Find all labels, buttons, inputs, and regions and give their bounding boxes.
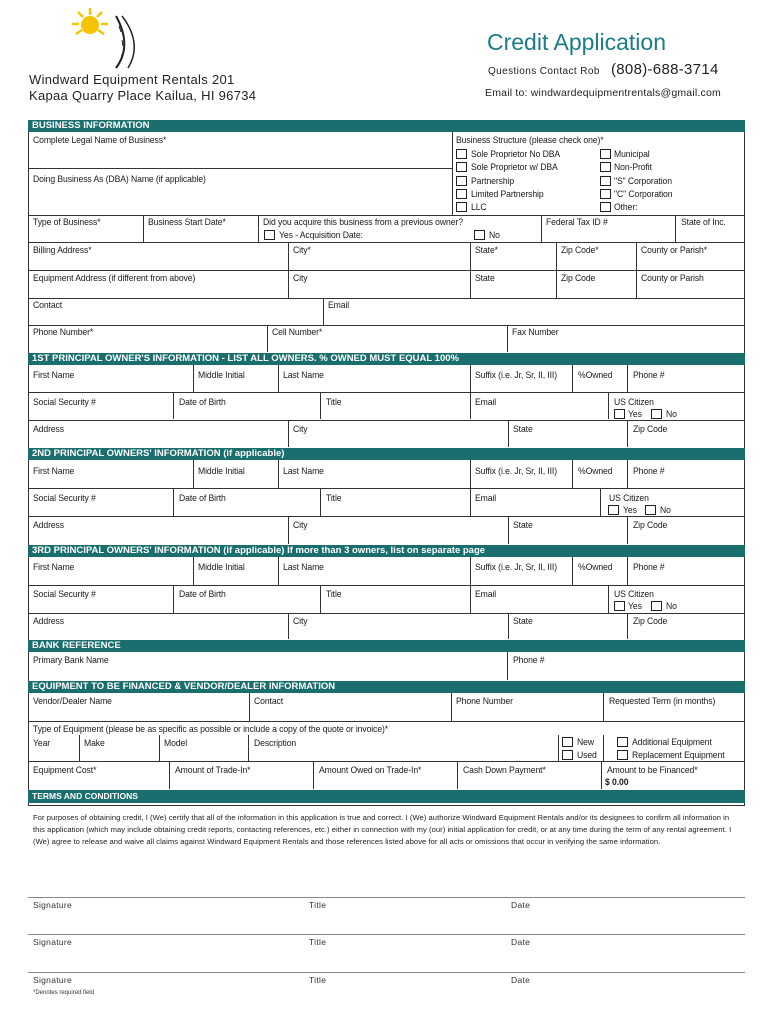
- owner1-phone[interactable]: Phone #: [633, 369, 665, 380]
- billing-address-field[interactable]: Billing Address*: [33, 244, 92, 255]
- checkbox-acquire-yes[interactable]: [264, 230, 275, 240]
- owner3-suffix[interactable]: Suffix (i.e. Jr, Sr, II, III): [475, 561, 558, 572]
- owner3-email[interactable]: Email: [475, 588, 497, 599]
- owner1-last-name[interactable]: Last Name: [283, 369, 324, 380]
- section-bank-heading: BANK REFERENCE: [28, 640, 745, 652]
- acquire-yes-label: Yes - Acquisition Date:: [279, 229, 363, 240]
- vendor-name-field[interactable]: Vendor/Dealer Name: [33, 695, 112, 706]
- company-address: Kapaa Quarry Place Kailua, HI 96734: [29, 88, 257, 103]
- company-logo: [56, 4, 146, 70]
- section-owner3-heading: 3RD PRINCIPAL OWNERS' INFORMATION (if applicable) If more than 3 owners, list on separate page: [28, 545, 745, 557]
- signature-3-label[interactable]: Signature: [33, 975, 73, 985]
- billing-city-field[interactable]: City*: [293, 244, 311, 255]
- owner2-phone[interactable]: Phone #: [633, 465, 665, 476]
- legal-name-field[interactable]: Complete Legal Name of Business*: [33, 134, 167, 145]
- title-2-label[interactable]: Title: [309, 937, 327, 947]
- contact-phone: (808)-688-3714: [611, 61, 719, 78]
- amount-financed-label: Amount to be Financed*: [607, 764, 698, 775]
- owner1-citizen-no-checkbox[interactable]: [651, 409, 662, 419]
- owner2-city[interactable]: City: [293, 519, 308, 530]
- replacement-equipment-label: Replacement Equipment: [632, 749, 725, 760]
- option-label: Other:: [614, 201, 638, 212]
- checkbox-municipal[interactable]: [600, 149, 611, 159]
- type-of-business-field[interactable]: Type of Business*: [33, 216, 101, 227]
- owner1-first-name[interactable]: First Name: [33, 369, 75, 380]
- title-1-label[interactable]: Title: [309, 900, 327, 910]
- signature-1-label[interactable]: Signature: [33, 900, 73, 910]
- title-3-label[interactable]: Title: [309, 975, 327, 985]
- owner3-first-name[interactable]: First Name: [33, 561, 75, 572]
- owner3-citizen-yes-checkbox[interactable]: [614, 601, 625, 611]
- option-label: Municipal: [614, 148, 650, 159]
- new-label: New: [577, 736, 594, 747]
- federal-tax-id-field[interactable]: Federal Tax ID #: [546, 216, 608, 227]
- owner3-city[interactable]: City: [293, 615, 308, 626]
- checkbox-limited-partnership[interactable]: [456, 189, 467, 199]
- dba-field[interactable]: Doing Business As (DBA) Name (if applicable): [33, 173, 206, 184]
- owner2-middle-initial[interactable]: Middle Initial: [198, 465, 245, 476]
- owner1-email[interactable]: Email: [475, 396, 497, 407]
- section-terms-heading: TERMS AND CONDITIONS: [28, 790, 745, 803]
- owner2-title[interactable]: Title: [326, 492, 342, 503]
- owner2-dob[interactable]: Date of Birth: [179, 492, 226, 503]
- business-email-field[interactable]: Email: [328, 299, 350, 310]
- equipment-cost-field[interactable]: Equipment Cost*: [33, 764, 97, 775]
- equipment-address-field[interactable]: Equipment Address (if different from above): [33, 272, 196, 283]
- state-of-inc-field[interactable]: State of Inc.: [681, 216, 726, 227]
- yes-label: Yes: [628, 408, 642, 419]
- bank-phone-field[interactable]: Phone #: [513, 654, 545, 665]
- equipment-model-field[interactable]: Model: [164, 737, 188, 748]
- equipment-state-field[interactable]: State: [475, 272, 495, 283]
- company-name: Windward Equipment Rentals 201: [29, 72, 235, 87]
- yes-label: Yes: [628, 600, 642, 611]
- owner1-state[interactable]: State: [513, 423, 533, 434]
- questions-label: Questions Contact Rob: [488, 66, 600, 77]
- owner3-state[interactable]: State: [513, 615, 533, 626]
- used-label: Used: [577, 749, 597, 760]
- date-2-label[interactable]: Date: [511, 937, 531, 947]
- acquire-question: Did you acquire this business from a previous owner?: [263, 216, 463, 227]
- option-label: Non-Profit: [614, 161, 652, 172]
- owner3-middle-initial[interactable]: Middle Initial: [198, 561, 245, 572]
- option-label: Sole Proprietor w/ DBA: [471, 161, 558, 172]
- option-label: "S" Corporation: [614, 175, 672, 186]
- owner1-address[interactable]: Address: [33, 423, 65, 434]
- contact-email: Email to: windwardequipmentrentals@gmail.com: [485, 87, 721, 99]
- equipment-year-field[interactable]: Year: [33, 737, 51, 748]
- primary-bank-name-field[interactable]: Primary Bank Name: [33, 654, 109, 665]
- owner2-address[interactable]: Address: [33, 519, 65, 530]
- equipment-description-field[interactable]: Description: [254, 737, 297, 748]
- business-start-date-field[interactable]: Business Start Date*: [148, 216, 226, 227]
- owner2-ssn[interactable]: Social Security #: [33, 492, 96, 503]
- replacement-equipment-checkbox[interactable]: [617, 750, 628, 760]
- signature-2-label[interactable]: Signature: [33, 937, 73, 947]
- owner2-suffix[interactable]: Suffix (i.e. Jr, Sr, II, III): [475, 465, 558, 476]
- contact-field[interactable]: Contact: [33, 299, 63, 310]
- additional-equipment-checkbox[interactable]: [617, 737, 628, 747]
- checkbox-sole-prop-dba[interactable]: [456, 162, 467, 172]
- no-label: No: [660, 504, 671, 515]
- owner2-last-name[interactable]: Last Name: [283, 465, 324, 476]
- owner3-citizen-no-checkbox[interactable]: [651, 601, 662, 611]
- checkbox-c-corp[interactable]: [600, 189, 611, 199]
- option-label: Limited Partnership: [471, 188, 544, 199]
- owner1-zip[interactable]: Zip Code: [633, 423, 668, 434]
- option-label: Partnership: [471, 175, 515, 186]
- billing-zip-field[interactable]: Zip Code*: [561, 244, 599, 255]
- owner1-citizen-yes-checkbox[interactable]: [614, 409, 625, 419]
- equipment-type-label: Type of Equipment (please be as specific as possible or include a copy of the quote or invoice)*: [33, 723, 389, 734]
- owner2-citizen-no-checkbox[interactable]: [645, 505, 656, 515]
- vendor-phone-field[interactable]: Phone Number: [456, 695, 513, 706]
- owner3-ssn[interactable]: Social Security #: [33, 588, 96, 599]
- trade-in-amount-field[interactable]: Amount of Trade-In*: [175, 764, 251, 775]
- owner3-phone[interactable]: Phone #: [633, 561, 665, 572]
- owner3-citizen-label: US Citizen: [614, 588, 654, 599]
- owner2-state[interactable]: State: [513, 519, 533, 530]
- owner3-title[interactable]: Title: [326, 588, 342, 599]
- owner1-middle-initial[interactable]: Middle Initial: [198, 369, 245, 380]
- owner1-title[interactable]: Title: [326, 396, 342, 407]
- cash-down-field[interactable]: Cash Down Payment*: [463, 764, 546, 775]
- date-3-label[interactable]: Date: [511, 975, 531, 985]
- owner2-first-name[interactable]: First Name: [33, 465, 75, 476]
- new-checkbox[interactable]: [562, 737, 573, 747]
- owner1-citizen-label: US Citizen: [614, 396, 654, 407]
- option-label: LLC: [471, 201, 487, 212]
- owner1-ssn[interactable]: Social Security #: [33, 396, 96, 407]
- owner3-zip[interactable]: Zip Code: [633, 615, 668, 626]
- no-label: No: [666, 408, 677, 419]
- checkbox-non-profit[interactable]: [600, 162, 611, 172]
- no-label: No: [666, 600, 677, 611]
- equipment-city-field[interactable]: City: [293, 272, 308, 283]
- amount-financed-value[interactable]: $ 0.00: [605, 776, 629, 787]
- amount-owed-field[interactable]: Amount Owed on Trade-In*: [319, 764, 422, 775]
- form-title: Credit Application: [487, 29, 666, 55]
- yes-label: Yes: [623, 504, 637, 515]
- billing-county-field[interactable]: County or Parish*: [641, 244, 708, 255]
- owner3-dob[interactable]: Date of Birth: [179, 588, 226, 599]
- date-1-label[interactable]: Date: [511, 900, 531, 910]
- cell-number-field[interactable]: Cell Number*: [272, 326, 323, 337]
- checkbox-other[interactable]: [600, 202, 611, 212]
- vendor-contact-field[interactable]: Contact: [254, 695, 284, 706]
- owner1-suffix[interactable]: Suffix (i.e. Jr, Sr, II, III): [475, 369, 558, 380]
- owner1-percent-owned[interactable]: %Owned: [578, 369, 613, 380]
- section-equipment-heading: EQUIPMENT TO BE FINANCED & VENDOR/DEALER INFORMATION: [28, 681, 745, 693]
- option-label: Sole Proprietor No DBA: [471, 148, 561, 159]
- requested-term-field[interactable]: Requested Term (in months): [609, 695, 716, 706]
- checkbox-acquire-no[interactable]: [474, 230, 485, 240]
- billing-state-field[interactable]: State*: [475, 244, 498, 255]
- checkbox-sole-prop-no-dba[interactable]: [456, 149, 467, 159]
- required-footnote: *Denotes required field: [33, 990, 95, 996]
- section-owner1-heading: 1ST PRINCIPAL OWNER'S INFORMATION - LIST ALL OWNERS. % OWNED MUST EQUAL 100%: [28, 353, 745, 365]
- owner2-email[interactable]: Email: [475, 492, 497, 503]
- equipment-county-field[interactable]: County or Parish: [641, 272, 704, 283]
- owner1-dob[interactable]: Date of Birth: [179, 396, 226, 407]
- checkbox-llc[interactable]: [456, 202, 467, 212]
- acquire-no-label: No: [489, 229, 500, 240]
- used-checkbox[interactable]: [562, 750, 573, 760]
- business-structure-label: Business Structure (please check one)*: [456, 134, 604, 145]
- checkbox-partnership[interactable]: [456, 176, 467, 186]
- phone-number-field[interactable]: Phone Number*: [33, 326, 94, 337]
- owner3-address[interactable]: Address: [33, 615, 65, 626]
- owner1-city[interactable]: City: [293, 423, 308, 434]
- terms-text: For purposes of obtaining credit, I (We) certify that all of the information in this application is true and correct. I (We) authorize Windward Equipment Rentals and/or its designees to confirm all information in this application (which may include obtaining credit reports, contacting references, etc.) either in connection with my (our) initial application for credit, or at any time during the term of any rental agreement. I (We) agree to release and waive all claims against Windward Equipment Rentals and those references listed above for all acts or omissions that occur in verifying the same information.: [33, 813, 732, 846]
- owner2-percent-owned[interactable]: %Owned: [578, 465, 613, 476]
- owner3-percent-owned[interactable]: %Owned: [578, 561, 613, 572]
- owner3-last-name[interactable]: Last Name: [283, 561, 324, 572]
- owner2-citizen-yes-checkbox[interactable]: [608, 505, 619, 515]
- checkbox-s-corp[interactable]: [600, 176, 611, 186]
- section-owner2-heading: 2ND PRINCIPAL OWNERS' INFORMATION (if applicable): [28, 448, 745, 460]
- additional-equipment-label: Additional Equipment: [632, 736, 712, 747]
- fax-number-field[interactable]: Fax Number: [512, 326, 559, 337]
- option-label: "C" Corporation: [614, 188, 673, 199]
- owner2-citizen-label: US Citizen: [609, 492, 649, 503]
- equipment-zip-field[interactable]: Zip Code: [561, 272, 596, 283]
- section-business-heading: BUSINESS INFORMATION: [28, 120, 745, 132]
- equipment-make-field[interactable]: Make: [84, 737, 105, 748]
- owner2-zip[interactable]: Zip Code: [633, 519, 668, 530]
